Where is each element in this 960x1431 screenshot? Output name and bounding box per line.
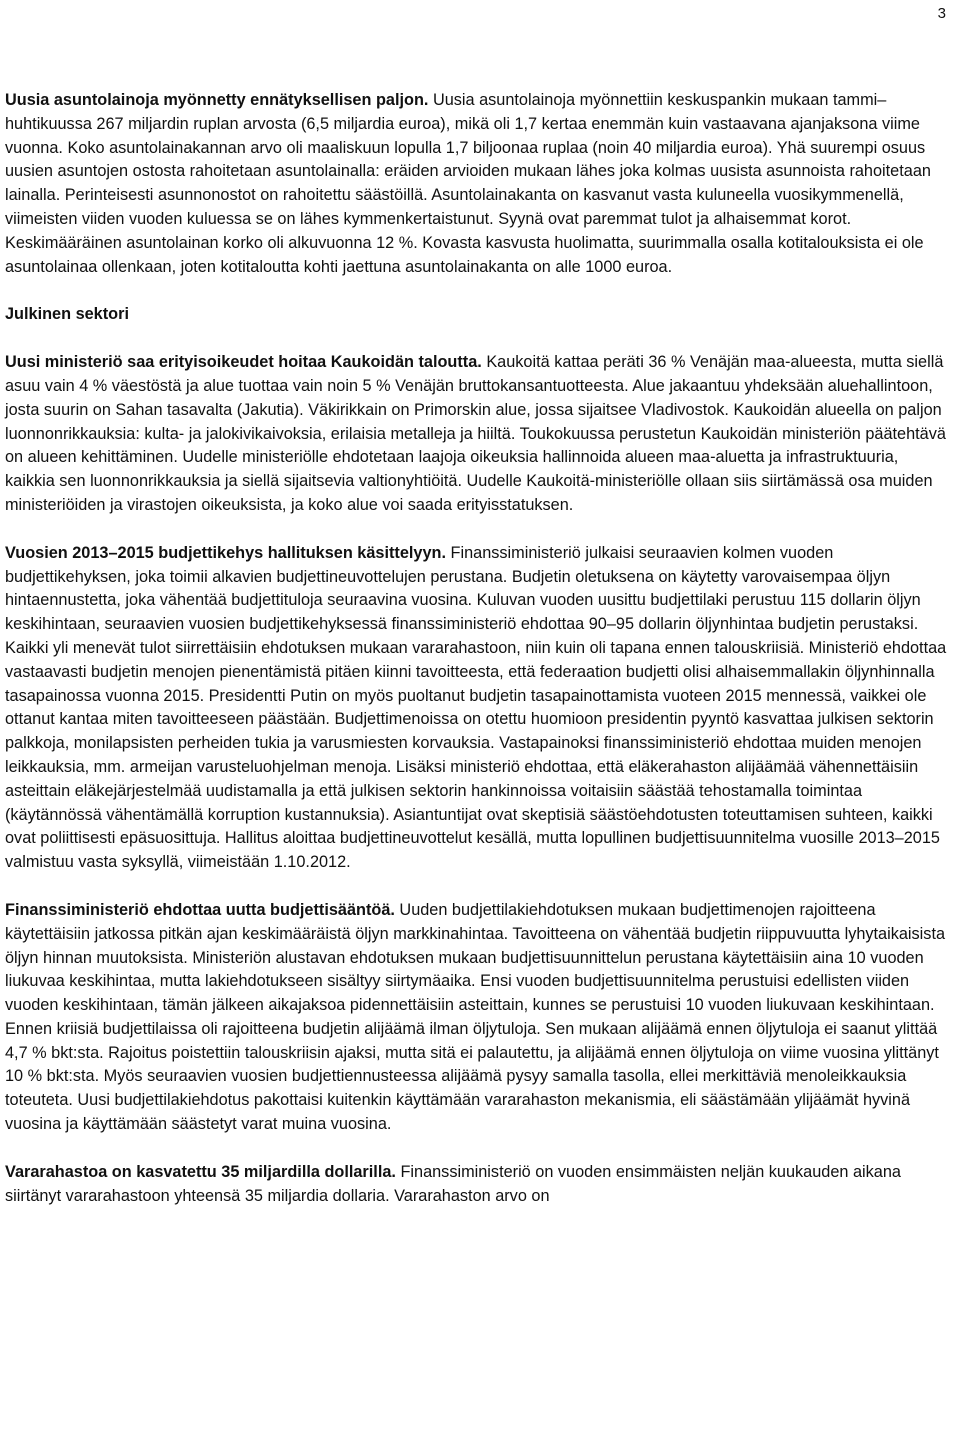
paragraph-lead: Vararahastoa on kasvatettu 35 miljardilla dollarilla. [5, 1162, 396, 1181]
paragraph-lead: Uusi ministeriö saa erityisoikeudet hoitaa Kaukoidän taloutta. [5, 353, 482, 372]
paragraph-lead: Uusia asuntolainoja myönnetty ennätyksellisen paljon. [5, 91, 429, 109]
paragraph-far-east-ministry [5, 351, 951, 518]
paragraph-lead: Finanssiministeriö ehdottaa uutta budjettisääntöä. [5, 900, 395, 919]
paragraph-reserve-fund [5, 1161, 951, 1209]
article-body [5, 89, 951, 1232]
paragraph-text: Uusia asuntolainoja myönnettiin keskuspankin mukaan tammi–huhtikuussa 267 miljardin ruplan arvosta (6,5 miljardia euroa), mikä oli 1,7 kertaa enemmän kuin vastaavana ajanjaksona viime vuonna. Koko asuntolainakannan arvo oli maaliskuun lopulla 1,7 biljoonaa ruplaa (noin 40 miljardia euroa). Yhä suurempi osuus uusien asuntojen ostosta rahoitetaan asuntolainalla: eräiden arvioiden mukaan lähes joka kolmas uusista asunnoista rahoitetaan lainalla. Perinteisesti asunnonostot on rahoitettu säästöillä. Asuntolainakanta on kasvanut vasta kuluneella vuosikymmenellä, viimeisten viiden vuoden kuluessa se on lähes kymmenkertaistunut. Syynä ovat paremmat tulot ja alhaisemmat korot. Keskimääräinen asuntolainan korko oli alkuvuonna 12 %. Kovasta kasvusta huolimatta, suurimmalla osalla kotitalouksista ei ole asuntolainaa ollenkaan, joten kotitaloutta kohti jaettuna asuntolainakanta on alle 1000 euroa. [5, 91, 931, 276]
paragraph-text: Uuden budjettilakiehdotuksen mukaan budjettimenojen rajoitteena käytettäisiin jatkossa pitkän ajan keskimääräistä öljyn markkinahintaa. Tavoitteena on vähentää budjetin riippuvuutta lyhytaikaisista öljyn hinnan muutoksista. Ministeriön alustavan ehdotuksen mukaan budjettisuunnittelun perustana käytettäisiin aina 10 vuoden liukuvaa keskihintaa, mutta lakiehdotukseen sisältyy siirtymäaika. Ensi vuoden budjettisuunnitelma perustuisi edellisten viiden vuoden keskihintaan, tämän jälkeen aikajaksoa pidennettäisiin asteittain, kunnes se perustuisi 10 vuoden liukuvaan keskihintaan. Ennen kriisiä budjettilaissa oli rajoitteena budjetin alijäämä ilman öljytuloja. Sen mukaan alijäämä ennen öljytuloja ei saanut ylittää 4,7 % bkt:sta. Rajoitus poistettiin talouskriisin ajaksi, mutta sitä ei palautettu, ja alijäämä ennen öljytuloja on viime vuosina ylittänyt 10 % bkt:sta. Myös seuraavien vuosien budjettiennusteessa alijäämä pysyy samalla tasolla, ellei merkittäviä menoleikkauksia toteuteta. Uusi budjettilakiehdotus pakottaisi kuitenkin käyttämään vararahaston mekanismia, eli säästämään ylijäämät hyvinä vuosina ja käyttämään säästetyt varat muina vuosina. [5, 900, 946, 1134]
paragraph-budget-framework [5, 542, 951, 875]
paragraph-lead: Vuosien 2013–2015 budjettikehys hallituksen käsittelyyn. [5, 543, 446, 562]
page-number: 3 [937, 5, 946, 22]
section-heading: Julkinen sektori [5, 305, 129, 324]
paragraph-budget-rule [5, 899, 951, 1137]
paragraph-text: Finanssiministeriö on vuoden ensimmäisten neljän kuukauden aikana siirtänyt vararahastoon yhteensä 35 miljardia dollaria. Vararahaston arvo on [5, 1162, 901, 1205]
paragraph-mortgage-loans [5, 89, 951, 279]
paragraph-text: Kaukoitä kattaa peräti 36 % Venäjän maa-alueesta, mutta siellä asuu vain 4 % väestöstä ja alue tuottaa vain noin 5 % Venäjän bruttokansantuotteesta. Alue jakaantuu yhdeksään aluehallintoon, josta suurin on Sahan tasavalta (Jakutia). Väkirikkain on Primorskin alue, jossa sijaitsee Vladivostok. Kaukoidän alueella on paljon luonnonrikkauksia: kulta- ja jalokivikaivoksia, erilaisia metalleja ja hiiltä. Toukokuussa perustetun Kaukoidän ministeriön päätehtävä on alueen kehittäminen. Uudelle ministeriölle ehdotetaan laajoja oikeuksia hallinnoida alueen maa-aluetta ja infrastruktuuria, kaikkia sen luonnonrikkauksia ja siellä sijaitsevia valtionyhtiöitä. Uudelle Kaukoitä-ministeriölle ollaan siis siirtämässä osa muiden ministeriöiden ja virastojen oikeuksista, ja koko alue voi saada erityisstatuksen. [5, 353, 946, 514]
paragraph-text: Finanssiministeriö julkaisi seuraavien kolmen vuoden budjettikehyksen, joka toimii alkavien budjettineuvottelujen perustana. Budjetin oletuksena on käytetty varovaisempaa öljyn hintaennustetta, joka vähentää budjettituloja seuraavina vuosina. Kuluvan vuoden uusittu budjettilaki perustuu 115 dollarin öljyn keskihintaan, seuraavien vuosien budjettikehyksessä finanssiministeriö ehdottaa 90–95 dollarin öljynhintaa budjetin perustaksi. Kaikki yli menevät tulot siirrettäisiin ehdotuksen mukaan vararahastoon, niin kuin oli tapana ennen talouskriisiä. Ministeriö ehdottaa vastaavasti budjetin menojen pienentämistä pitäen kiinni tavoitteesta, että federaation budjetti olisi alhaisemmallakin öljynhinnalla tasapainossa vuonna 2015. Presidentti Putin on myös puoltanut budjetin tasapainottamista vuoteen 2015 mennessä, vaikkei ole ottanut kantaa miten tavoitteeseen päästään. Budjettimenoissa on otettu huomioon presidentin pyyntö kasvattaa julkisen sektorin palkkoja, monilapsisten perheiden tukia ja varusmiesten korvauksia. Vastapainoksi finanssiministeriö ehdottaa muiden menojen leikkauksia, mm. armeijan varusteluohjelman menoja. Lisäksi ministeriö ehdottaa, että eläkerahaston alijäämää vähennettäisiin asteittain eläkejärjestelmää uudistamalla ja että julkisen sektorin hankinnoissa voitaisiin säästää tehostamalla toimintaa (käytännössä vähentämällä korruption kustannuksia). Asiantuntijat ovat skeptisiä säästöehdotusten toteuttamisen suhteen, kaikki ovat poliittisesti epäsuosittuja. Hallitus aloittaa budjettineuvottelut kesällä, mutta lopullinen budjettisuunnitelma vuosille 2013–2015 valmistuu vasta syksyllä, viimeistään 1.10.2012. [5, 543, 947, 872]
